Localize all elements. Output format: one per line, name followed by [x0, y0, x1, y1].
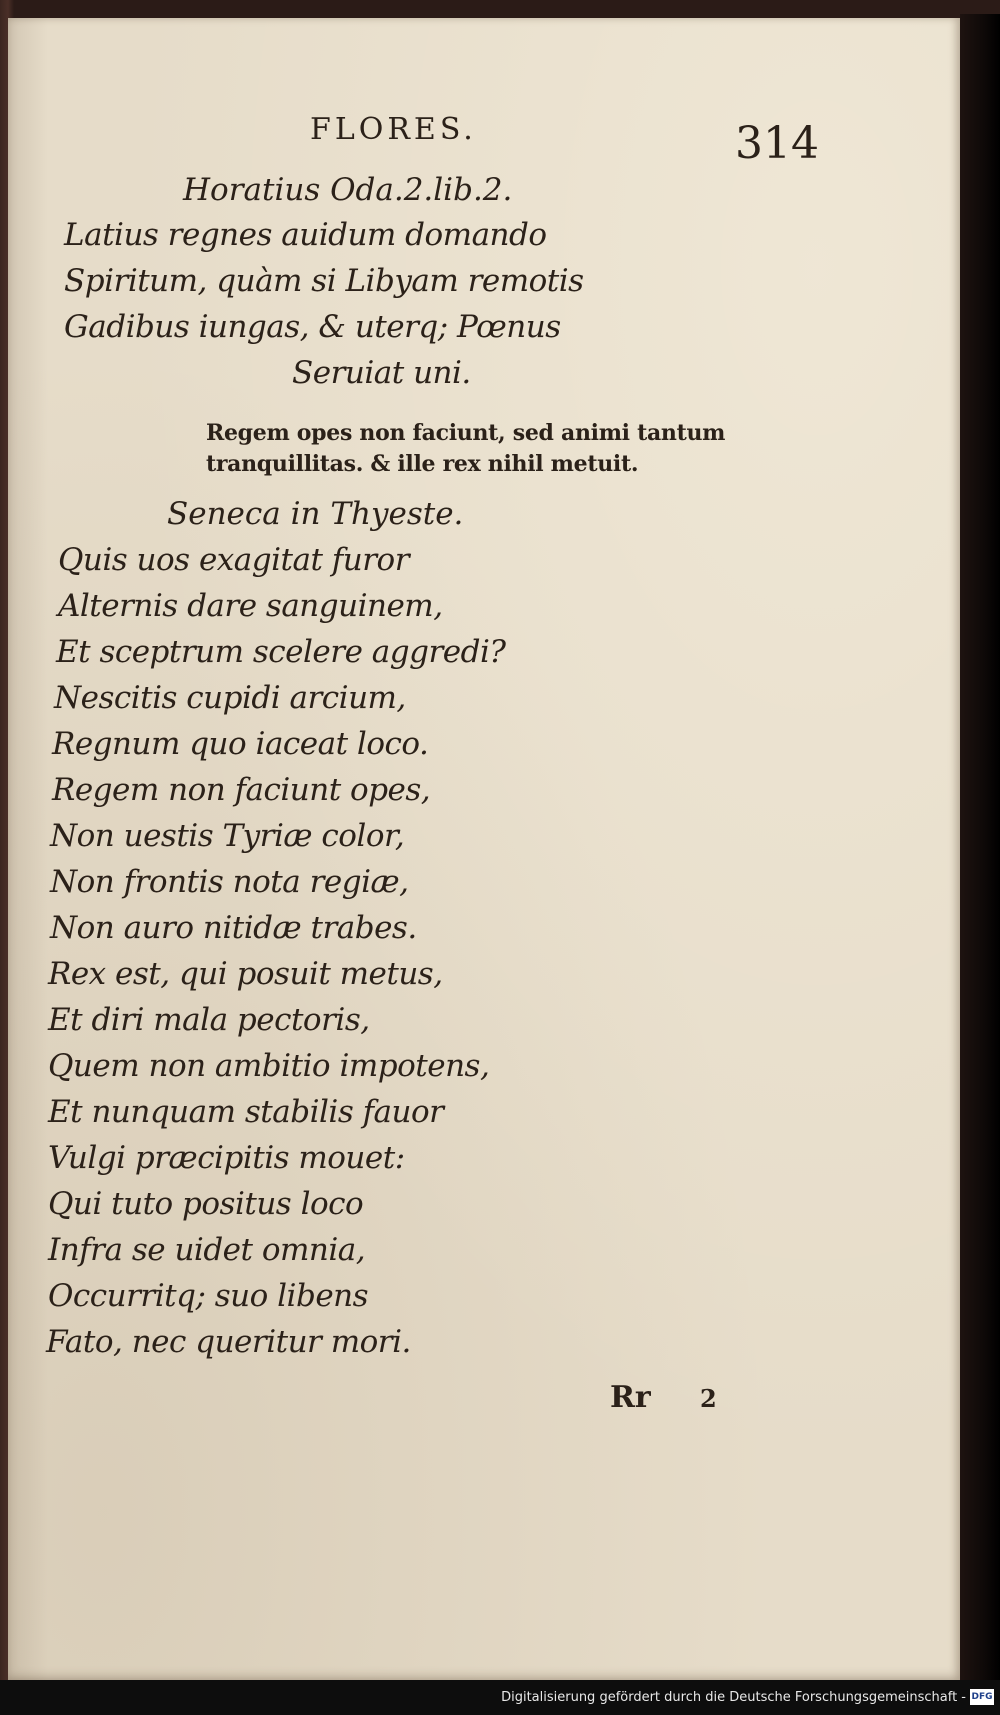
verse-line: Fato, nec queritur mori.: [46, 1324, 411, 1360]
verse-line: Spiritum, quàm si Libyam remotis: [64, 263, 584, 299]
section-heading-seneca: Seneca in Thyeste.: [167, 496, 464, 532]
verse-line: Nescitis cupidi arcium,: [54, 680, 406, 716]
verse-line: Vulgi præcipitis mouet:: [48, 1140, 405, 1176]
verse-line: Non auro nitidæ trabes.: [50, 910, 417, 946]
verse-line: Occurritq; suo libens: [48, 1278, 369, 1314]
signature-mark: Rr: [610, 1380, 651, 1415]
dfg-logo-icon: DFG: [970, 1689, 994, 1705]
verse-line: Quis uos exagitat furor: [58, 542, 410, 578]
verse-line: Regnum quo iaceat loco.: [52, 726, 429, 762]
digitization-credit: Digitalisierung gefördert durch die Deutsche Forschungsgemeinschaft -: [501, 1690, 966, 1705]
verse-line: Non frontis nota regiæ,: [50, 864, 409, 900]
verse-line: Quem non ambitio impotens,: [48, 1048, 490, 1084]
prose-note-line: tranquillitas. & ille rex nihil metuit.: [206, 451, 639, 477]
verse-line: Alternis dare sanguinem,: [58, 588, 443, 624]
verse-line: Infra se uidet omnia,: [48, 1232, 366, 1268]
verse-line: Rex est, qui posuit metus,: [48, 956, 443, 992]
signature-number: 2: [700, 1384, 717, 1413]
verse-line: Latius regnes auidum domando: [64, 217, 547, 253]
book-edge-shadow: [960, 14, 1000, 1684]
running-head: FLORES.: [310, 112, 477, 147]
verse-line: Seruiat uni.: [292, 355, 471, 391]
verse-line: Regem non faciunt opes,: [52, 772, 431, 808]
section-heading-horatius: Horatius Oda.2.lib.2.: [183, 172, 513, 208]
verse-line: Et diri mala pectoris,: [48, 1002, 370, 1038]
verse-line: Et sceptrum scelere aggredi?: [56, 634, 506, 670]
verse-line: Gadibus iungas, & uterq; Pœnus: [64, 309, 561, 345]
page-number: 314: [735, 118, 819, 169]
verse-line: Qui tuto positus loco: [48, 1186, 364, 1222]
prose-note-line: Regem opes non faciunt, sed animi tantum: [206, 420, 726, 446]
verse-line: Et nunquam stabilis fauor: [48, 1094, 444, 1130]
verse-line: Non uestis Tyriæ color,: [50, 818, 405, 854]
